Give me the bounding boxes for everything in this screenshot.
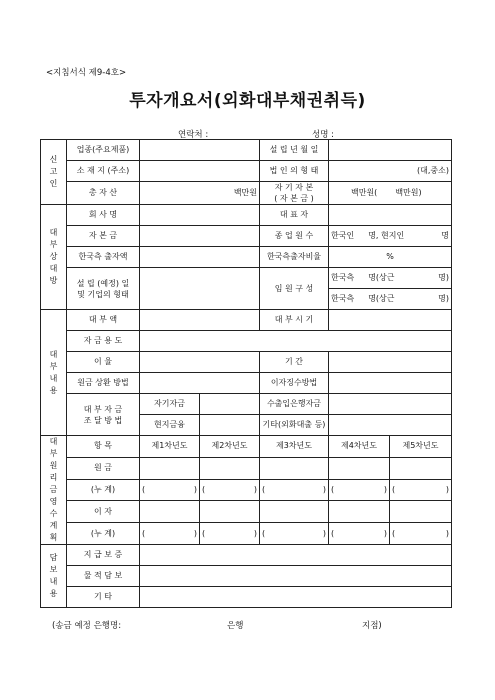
loan-amount-label: 대 부 액 [67,310,140,331]
borrower-capital-field[interactable] [140,226,260,247]
period-field[interactable] [329,352,452,373]
principal-label: 원 금 [67,457,140,479]
other-collateral-label: 기 타 [67,587,140,608]
establish-date-field[interactable] [329,140,452,161]
establish-form-label: 설 립 (예정) 일 및 기업의 형태 [67,268,140,310]
form-title: 투자개요서(외화대부채권취득) [129,91,366,111]
legal-form-field[interactable]: (대,중소) [329,161,452,182]
interest-year-4[interactable] [329,501,390,523]
loan-date-label: 대 부 시 기 [260,310,329,331]
bank-suffix: 은행 [227,621,244,631]
own-funds-field[interactable] [200,394,260,415]
applicant-section-label: 신고인 [41,140,67,205]
principal-year-2[interactable] [200,457,260,479]
interest-rate-field[interactable] [140,352,260,373]
plan-item-header: 항 목 [67,436,140,458]
principal-subtotal-year-1[interactable]: ( ) [140,479,200,501]
own-funds-label: 자기자금 [140,394,200,415]
interest-label: 이 자 [67,501,140,523]
principal-year-4[interactable] [329,457,390,479]
interest-subtotal-label: (누 계) [67,523,140,545]
employees-field[interactable]: 한국인 명, 현지인 명 [329,226,452,247]
local-loan-field[interactable] [200,415,260,436]
use-of-funds-label: 자 금 용 도 [67,331,140,352]
officers-field-2[interactable]: 한국측 명(상근 명) [329,289,452,310]
interest-rate-label: 이 율 [67,352,140,373]
remittance-bank-label: (송금 예정 은행명: [52,621,122,631]
equity-capital-field[interactable]: 백만원( 백만원) [329,182,452,205]
officers-label: 임 원 구 성 [260,268,329,310]
year-1-header: 제1차년도 [140,436,200,458]
payment-guarantee-field[interactable] [140,545,452,566]
interest-year-5[interactable] [390,501,452,523]
interest-subtotal-year-2[interactable]: ( ) [200,523,260,545]
other-collateral-field[interactable] [140,587,452,608]
physical-collateral-label: 물 적 담 보 [67,566,140,587]
business-type-label: 업종(주요제품) [67,140,140,161]
korean-investment-label: 한국측 출자액 [67,247,140,268]
plan-section-label: 대부원리금영수계획 [41,436,67,545]
loan-date-field[interactable] [329,310,452,331]
loan-amount-field[interactable] [140,310,260,331]
exim-bank-field[interactable] [329,394,452,415]
principal-year-3[interactable] [260,457,329,479]
repayment-field[interactable] [140,373,260,394]
interest-subtotal-year-3[interactable]: ( ) [260,523,329,545]
repayment-label: 원금 상환 방법 [67,373,140,394]
interest-subtotal-year-4[interactable]: ( ) [329,523,390,545]
address-label: 소 재 지 (주소) [67,161,140,182]
representative-label: 대 표 자 [260,205,329,226]
establish-form-field[interactable] [140,268,260,310]
employees-label: 종 업 원 수 [260,226,329,247]
korean-investment-field[interactable] [140,247,260,268]
principal-subtotal-label: (누 계) [67,479,140,501]
korean-ratio-field[interactable]: % [329,247,452,268]
interest-method-label: 이자징수방법 [260,373,329,394]
loan-section-label: 대부내용 [41,310,67,436]
funding-method-label: 대 부 자 금 조 달 방 법 [67,394,140,436]
company-name-label: 회 사 명 [67,205,140,226]
use-of-funds-field[interactable] [140,331,452,352]
borrower-capital-label: 자 본 금 [67,226,140,247]
address-field[interactable] [140,161,260,182]
principal-year-5[interactable] [390,457,452,479]
year-5-header: 제5차년도 [390,436,452,458]
principal-subtotal-year-4[interactable]: ( ) [329,479,390,501]
company-name-field[interactable] [140,205,260,226]
period-label: 기 간 [260,352,329,373]
borrower-section-label: 대부상대방 [41,205,67,310]
exim-bank-label: 수출입은행자금 [260,394,329,415]
establish-date-label: 설 립 년 월 일 [260,140,329,161]
year-3-header: 제3차년도 [260,436,329,458]
physical-collateral-field[interactable] [140,566,452,587]
legal-form-label: 법 인 의 형 태 [260,161,329,182]
branch-suffix: 지점) [362,621,382,631]
year-2-header: 제2차년도 [200,436,260,458]
principal-year-1[interactable] [140,457,200,479]
collateral-section-label: 담보내용 [41,545,67,608]
interest-method-field[interactable] [329,373,452,394]
year-4-header: 제4차년도 [329,436,390,458]
principal-subtotal-year-2[interactable]: ( ) [200,479,260,501]
contact-name-label: 성명 : [312,130,334,140]
business-type-field[interactable] [140,140,260,161]
officers-field-1[interactable]: 한국측 명(상근 명) [329,268,452,289]
total-assets-field[interactable]: 백만원 [140,182,260,205]
interest-subtotal-year-5[interactable]: ( ) [390,523,452,545]
contact-phone-label: 연락처 : [178,130,209,140]
other-funding-label: 기타(외화대출 등) [260,415,329,436]
interest-year-1[interactable] [140,501,200,523]
investment-summary-table [40,139,452,608]
other-funding-field[interactable] [329,415,452,436]
payment-guarantee-label: 지 급 보 증 [67,545,140,566]
principal-subtotal-year-3[interactable]: ( ) [260,479,329,501]
local-loan-label: 현지금융 [140,415,200,436]
representative-field[interactable] [329,205,452,226]
korean-ratio-label: 한국측출자비율 [260,247,329,268]
total-assets-label: 총 자 산 [67,182,140,205]
principal-subtotal-year-5[interactable]: ( ) [390,479,452,501]
interest-year-2[interactable] [200,501,260,523]
interest-year-3[interactable] [260,501,329,523]
equity-capital-label: 자 기 자 본 ( 자 본 금 ) [260,182,329,205]
interest-subtotal-year-1[interactable]: ( ) [140,523,200,545]
form-code: <지침서식 제9-4호> [46,68,127,78]
